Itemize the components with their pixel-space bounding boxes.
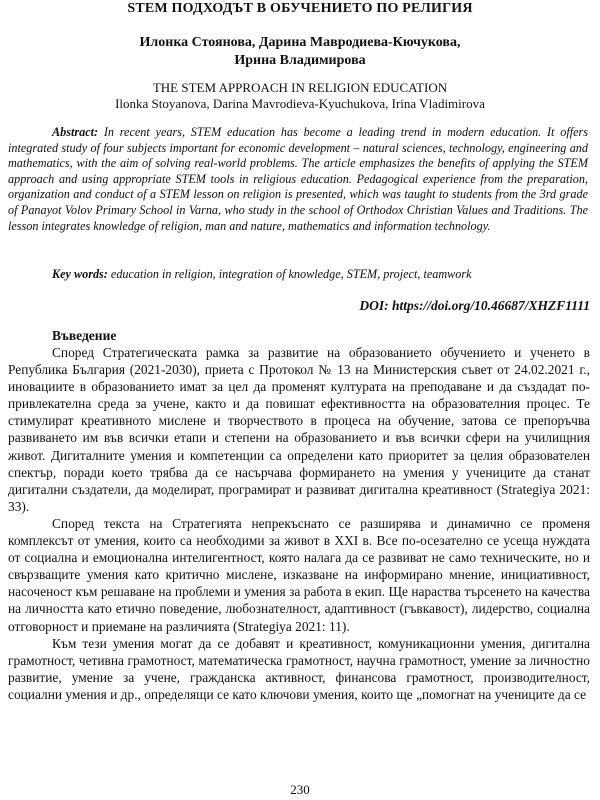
authors-bg-line-2: Ирина Владимирова: [234, 53, 366, 68]
authors-en: Ilonka Stoyanova, Darina Mavrodieva-Kyuchukova, Irina Vladimirova: [115, 96, 485, 111]
body-paragraph: Към тези умения могат да се добавят и креативност, комуникационни умения, дигитална грамотност, четивна грамотност, математическа грамотност, научна грамотност, умение за личностно развитие, умение за учене, гражданска активност, финансова грамотност, производителност, социални умения и др., определящи се като ключови умения, които ще „помогнат на учениците да се: [8, 635, 590, 702]
keywords-label: Key words:: [52, 267, 108, 281]
abstract-label: Abstract:: [52, 125, 99, 139]
article-title-bg: STEM ПОДХОДЪТ В ОБУЧЕНИЕТО ПО РЕЛИГИЯ: [127, 1, 473, 16]
abstract-text: In recent years, STEM education has become a leading trend in modern education. It offers integrated study of four subjects important for economic development – natural sciences, technology, engineering and mathematics, with the aim of solving real-world problems. The article emphasizes the benefits of applying the STEM approach and using appropriate STEM tools in religious education. Pedagogical experience from the preparation, organization and conduct of a STEM lesson on religion is presented, which was taught to students from the 3rd grade of Panayot Volov Primary School in Varna, who study in the school of Orthodox Christian Values and Traditions. The lesson integrates knowledge of religion, man and nature, mathematics and information technology.: [8, 125, 588, 233]
authors-bg: [0, 34, 600, 70]
authors-bg-line-1: Илонка Стоянова, Дарина Мавродиева-Кючукова,: [139, 35, 461, 50]
article-title-en: THE STEM APPROACH IN RELIGION EDUCATION: [152, 80, 448, 95]
page-number: 230: [290, 782, 310, 797]
body-text: [8, 344, 590, 703]
body-paragraph: Според Стратегическата рамка за развитие на образованието обучението и ученето в Република България (2021-2030), приета с Протокол № 13 на Министерския съвет от 24.02.2021 г., иновациите в образованието имат за цел да променят културата на преподаване и да създадат по-привлекателна среда за учене, както и да повишат ефективността на образователния процес. Те стимулират креативното мислене и творчеството в процеса на обучение, затова се препоръчва развиването им във всички етапи и степени на образованието и във всички сфери на училищния живот. Дигиталните умения и компетенции са определени като приоритет за целия образователен спектър, поради което трябва да се насърчава формирането на умения у учениците да станат дигитални създатели, да моделират, програмират и развиват дигитална креативност (Strategiya 2021: 33).: [8, 345, 590, 514]
abstract: [8, 125, 588, 234]
doi-link[interactable]: DOI: https://doi.org/10.46687/XHZF1111: [359, 298, 590, 313]
section-heading-introduction: Въведение: [52, 328, 117, 343]
keywords-text: education in religion, integration of knowledge, STEM, project, teamwork: [107, 267, 472, 281]
body-paragraph: Според текста на Стратегията непрекъснато се разширява и динамично се променя комплексът от умения, които са необходими за живот в XXI в. Все по-осезателно се усеща нуждата от социална и емоционална интелигентност, която налага да се развиват не само техническите, но и свързващите умения като критично мислене, изказване на информирано мнение, инициативност, насоченост към решаване на проблеми и умения за работа в екип. Ще нараства търсенето на качества на личността като етично поведение, любознателност, адаптивност (гъвкавост), лидерство, социална отговорност и приемане на различията (Strategiya 2021: 11).: [8, 515, 590, 634]
keywords: [52, 267, 592, 283]
